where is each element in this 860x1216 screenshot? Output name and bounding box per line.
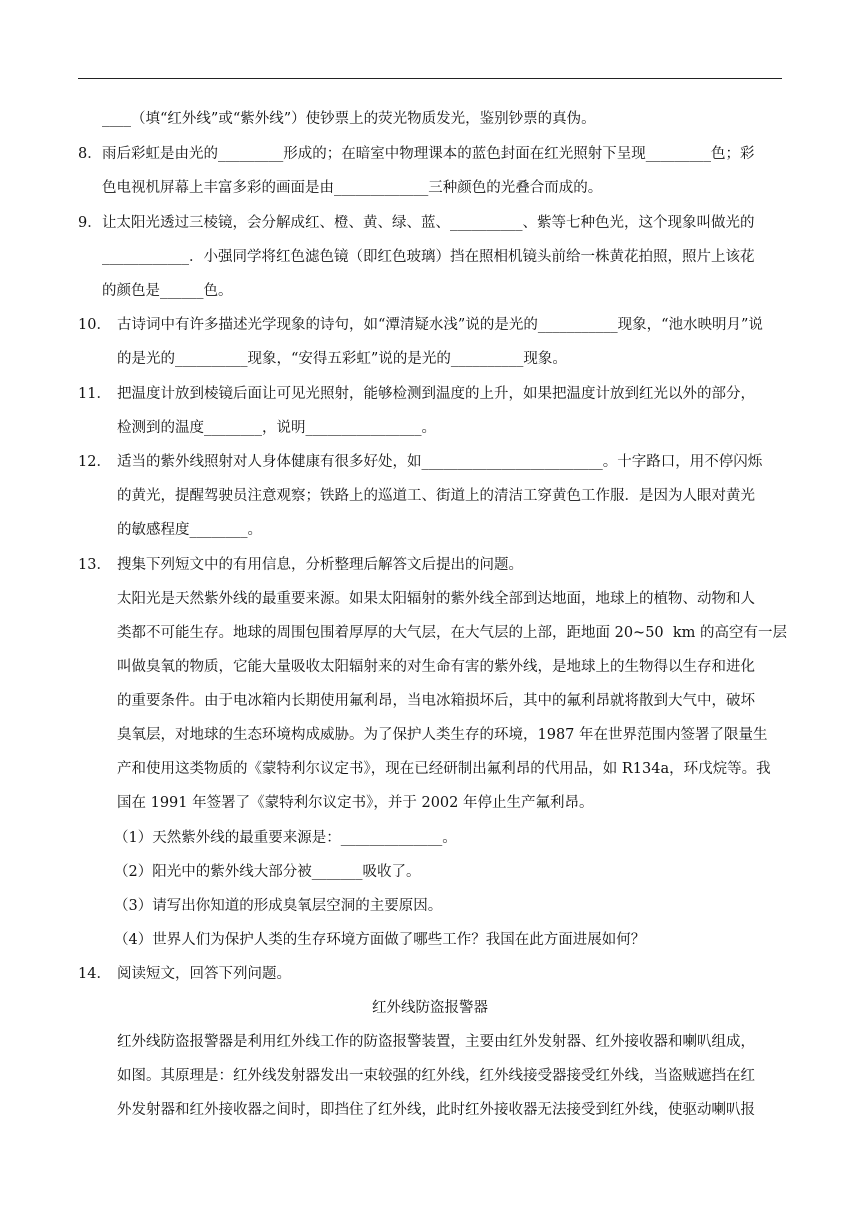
- q13-subquestion-1: （1）天然紫外线的最重要来源是：______________。: [114, 830, 457, 846]
- q13-passage-line: 叫做臭氧的物质，它能大量吸收太阳辐射来的对生命有害的紫外线，是地球上的生物得以生存和进化: [117, 659, 755, 675]
- q9-line-3: 的颜色是______色。: [102, 283, 233, 299]
- q11-line-1: 把温度计放到棱镜后面让可见光照射，能够检测到温度的上升，如果把温度计放到红光以外的部分，: [117, 386, 755, 402]
- q8-number: 8．: [78, 146, 102, 162]
- q11-number: 11．: [78, 386, 111, 402]
- q13-intro: 搜集下列短文中的有用信息，分析整理后解答文后提出的问题。: [117, 557, 523, 573]
- q14-passage-title: 红外线防盗报警器: [372, 1000, 488, 1016]
- q13-passage-line: 国在 1991 年签署了《蒙特利尔议定书》，并于 2002 年停止生产氟利昂。: [117, 795, 594, 811]
- q13-passage-line: 类都不可能生存。地球的周围包围着厚厚的大气层，在大气层的上部，距地面 20~50 km 的高空有一层: [117, 625, 788, 641]
- q8-line-2: 色电视机屏幕上丰富多彩的画面是由_____________三种颜色的光叠合而成的。: [102, 180, 603, 196]
- q11-line-2: 检测到的温度________，说明________________。: [117, 420, 436, 436]
- q12-line-3: 的敏感程度________。: [117, 522, 262, 538]
- q12-line-2: 的黄光，提醒驾驶员注意观察；铁路上的巡道工、街道上的清洁工穿黄色工作服．是因为人眼对黄光: [117, 488, 755, 504]
- q12-line-1: 适当的紫外线照射对人身体健康有很多好处，如_________________________。十字路口，用不停闪烁: [117, 454, 763, 470]
- q13-subquestion-2: （2）阳光中的紫外线大部分被_______吸收了。: [114, 864, 421, 880]
- q9-number: 9．: [78, 215, 102, 231]
- q13-passage-line: 太阳光是天然紫外线的最重要来源。如果太阳辐射的紫外线全部到达地面，地球上的植物、动物和人: [117, 591, 755, 607]
- q13-passage-line: 的重要条件。由于电冰箱内长期使用氟利昂，当电冰箱损坏后，其中的氟利昂就将散到大气中，破坏: [117, 693, 755, 709]
- q7-tail: ____（填“红外线”或“紫外线”）使钞票上的荧光物质发光，鉴别钞票的真伪。: [102, 111, 596, 127]
- q8-line-1: 雨后彩虹是由光的_________形成的；在暗室中物理课本的蓝色封面在红光照射下呈现_________色；彩: [102, 146, 755, 162]
- q14-passage-line: 红外线防盗报警器是利用红外线工作的防盗报警装置，主要由红外发射器、红外接收器和喇叭组成，: [117, 1034, 755, 1050]
- header-rule: [78, 78, 782, 79]
- q10-line-1: 古诗词中有许多描述光学现象的诗句，如“潭清疑水浅”说的是光的___________现象，“池水映明月”说: [117, 317, 763, 333]
- q10-line-2: 的是光的__________现象，“安得五彩虹”说的是光的__________现象。: [117, 351, 567, 367]
- q13-subquestion-3: （3）请写出你知道的形成臭氧层空洞的主要原因。: [114, 898, 443, 914]
- q9-line-2: ____________．小强同学将红色滤色镜（即红色玻璃）挡在照相机镜头前给一株黄花拍照，照片上该花: [102, 249, 755, 265]
- q10-number: 10．: [78, 317, 111, 333]
- q12-number: 12．: [78, 454, 111, 470]
- q13-passage-line: 产和使用这类物质的《蒙特利尔议定书》，现在已经研制出氟利昂的代用品，如 R134a，环戊烷等。我: [117, 761, 771, 777]
- q14-number: 14．: [78, 966, 111, 982]
- q13-passage-line: 臭氧层，对地球的生态环境构成威胁。为了保护人类生存的环境，1987 年在世界范围内签署了限量生: [117, 727, 768, 743]
- q14-intro: 阅读短文，回答下列问题。: [117, 966, 291, 982]
- q14-passage-line: 外发射器和红外接收器之间时，即挡住了红外线，此时红外接收器无法接受到红外线，使驱动喇叭报: [117, 1102, 755, 1118]
- q9-line-1: 让太阳光透过三棱镜，会分解成红、橙、黄、绿、蓝、__________、紫等七种色光，这个现象叫做光的: [102, 215, 755, 231]
- q13-number: 13．: [78, 557, 111, 573]
- q13-subquestion-4: （4）世界人们为保护人类的生存环境方面做了哪些工作？我国在此方面进展如何？: [114, 932, 646, 948]
- q14-passage-line: 如图。其原理是：红外线发射器发出一束较强的红外线，红外线接受器接受红外线，当盗贼遮挡在红: [117, 1068, 755, 1084]
